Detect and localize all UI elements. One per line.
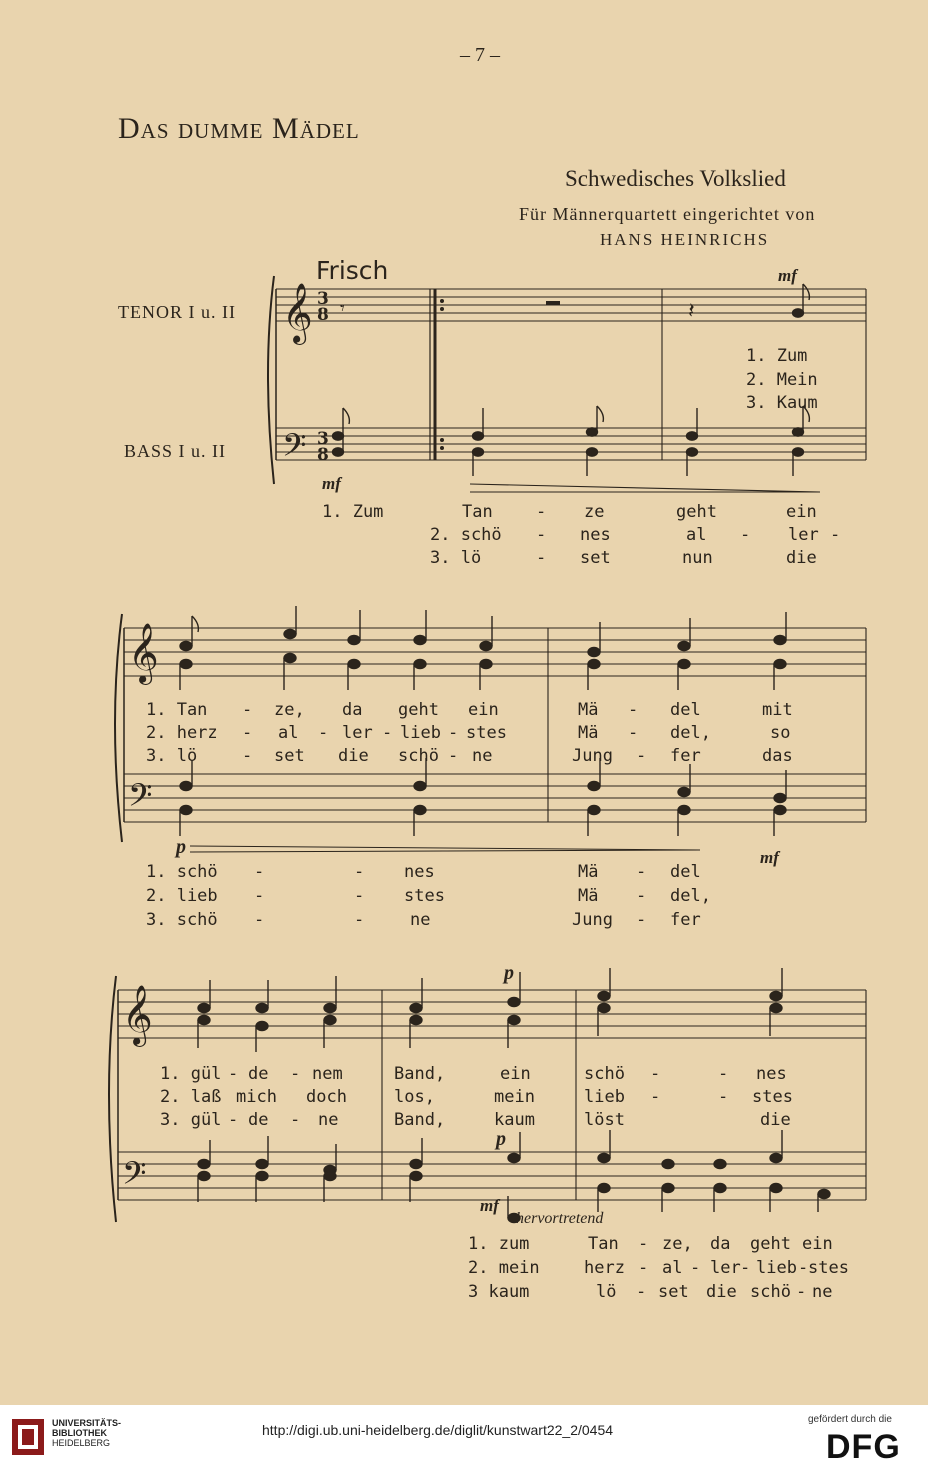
lyric: - xyxy=(628,723,639,743)
lyric: 3. gül xyxy=(160,1110,222,1130)
lyric: - xyxy=(636,910,647,930)
dynamic-mf: mf xyxy=(322,474,341,493)
lyric: - xyxy=(690,1258,701,1278)
lyric: geht xyxy=(398,700,439,720)
lyric: nes xyxy=(580,525,611,545)
lyric: - xyxy=(536,548,547,568)
lyric: - xyxy=(228,1064,239,1084)
lyric: mit xyxy=(762,700,793,720)
lyric: 1. gül xyxy=(160,1064,222,1084)
lyric: del xyxy=(670,700,701,720)
lyric: doch xyxy=(306,1087,347,1107)
svg-text:𝄾: 𝄾 xyxy=(340,298,345,319)
lyric: Mä xyxy=(578,862,599,882)
lyric: die xyxy=(706,1282,737,1302)
lyric: ne xyxy=(410,910,431,930)
source-link[interactable]: http://digi.ub.uni-heidelberg.de/diglit/kunstwart22_2/0454 xyxy=(262,1422,614,1438)
lyric: - xyxy=(254,910,265,930)
lyric: mein xyxy=(494,1087,535,1107)
library-name: UNIVERSITÄTS- BIBLIOTHEK HEIDELBERG xyxy=(52,1418,122,1448)
dynamic-mf: mf xyxy=(480,1196,499,1215)
page-number: – 7 – xyxy=(460,44,500,66)
lyric: löst xyxy=(584,1110,625,1130)
lyric: ne xyxy=(472,746,493,766)
lyric: 1. Zum xyxy=(322,502,384,522)
voice-label-bass: BASS I u. II xyxy=(124,441,227,461)
subtitle: Schwedisches Volkslied xyxy=(565,166,786,191)
lyric: set xyxy=(580,548,611,568)
lyric: - xyxy=(740,1258,751,1278)
lyric: 2. herz xyxy=(146,723,218,743)
dfg-logo: DFG xyxy=(826,1428,901,1466)
lyric: nes xyxy=(404,862,435,882)
lyric: lieb xyxy=(400,723,441,743)
lyric: ein xyxy=(802,1234,833,1254)
lyric: - xyxy=(638,1258,649,1278)
lyric: - xyxy=(636,886,647,906)
lyric: ein xyxy=(468,700,499,720)
lyric: 1. Zum xyxy=(746,346,808,366)
system2-bass-staff xyxy=(124,774,866,822)
lyric: - xyxy=(830,525,841,545)
lyric: - xyxy=(448,746,459,766)
lyric: da xyxy=(710,1234,731,1254)
lyric: schö xyxy=(750,1282,791,1302)
lyric: die xyxy=(760,1110,791,1130)
lyric: - xyxy=(242,700,253,720)
lyric: Mä xyxy=(578,700,599,720)
lyric: de xyxy=(248,1110,269,1130)
lyric: ze, xyxy=(662,1234,693,1254)
lyric: Mä xyxy=(578,886,599,906)
lyric: - xyxy=(636,1282,647,1302)
lyric: - xyxy=(354,910,365,930)
lyric: stes xyxy=(466,723,507,743)
lyric: lieb xyxy=(756,1258,797,1278)
lyric: - xyxy=(798,1258,809,1278)
lyric: Mä xyxy=(578,723,599,743)
lyric: del, xyxy=(670,723,711,743)
lyric: - xyxy=(740,525,751,545)
lyric: Jung xyxy=(572,746,613,766)
lyric: nes xyxy=(756,1064,787,1084)
lyric: ze xyxy=(584,502,605,522)
system1-bass-staff xyxy=(276,428,866,460)
lyric: 3. lö xyxy=(146,746,198,766)
lyric: al xyxy=(686,525,707,545)
lyric: die xyxy=(338,746,369,766)
lyric: - xyxy=(636,862,647,882)
lyric: - xyxy=(242,746,253,766)
lyric: 1. zum xyxy=(468,1234,530,1254)
lyric: Jung xyxy=(572,910,613,930)
lyric: - xyxy=(636,746,647,766)
lyric: - xyxy=(354,862,365,882)
lyric: 2. mein xyxy=(468,1258,540,1278)
lyric: 3. lö xyxy=(430,548,482,568)
lyric: - xyxy=(650,1087,661,1107)
funding-note: gefördert durch die xyxy=(808,1414,892,1425)
lyric: 2. schö xyxy=(430,525,502,545)
lyric: - xyxy=(536,525,547,545)
lyric: - xyxy=(318,723,329,743)
lyric: 1. schö xyxy=(146,862,218,882)
lyric: nem xyxy=(312,1064,343,1084)
treble-clef-icon: 𝄞 xyxy=(128,623,159,683)
lyric: ein xyxy=(500,1064,531,1084)
lyric: ler xyxy=(710,1258,741,1278)
lyric: geht xyxy=(676,502,717,522)
treble-clef-icon: 𝄞 xyxy=(282,283,313,343)
lyric: los, xyxy=(394,1087,435,1107)
lyric: fer xyxy=(670,910,701,930)
viewer-footer xyxy=(0,1405,928,1471)
lyric: stes xyxy=(404,886,445,906)
system3-bass-staff xyxy=(118,1152,866,1200)
lyric: - xyxy=(448,723,459,743)
lyric: schö xyxy=(398,746,439,766)
lyric: geht xyxy=(750,1234,791,1254)
arrangement-line: Für Männerquartett eingerichtet von xyxy=(519,204,816,224)
lyric: stes xyxy=(808,1258,849,1278)
lyric: Tan xyxy=(462,502,493,522)
song-title: Das dumme Mädel xyxy=(118,112,360,145)
lyric: de xyxy=(248,1064,269,1084)
svg-text:8: 8 xyxy=(317,445,329,465)
lyric: Band, xyxy=(394,1064,446,1084)
lyric: da xyxy=(342,700,363,720)
lyric: ne xyxy=(318,1110,339,1130)
bass-clef-icon: 𝄢 xyxy=(128,777,153,821)
lyric: - xyxy=(718,1064,729,1084)
lyric: - xyxy=(254,886,265,906)
lyric: lö xyxy=(596,1282,617,1302)
lyric: del, xyxy=(670,886,711,906)
svg-text:3: 3 xyxy=(317,429,329,449)
svg-text:𝄽: 𝄽 xyxy=(688,299,695,324)
lyric: Band, xyxy=(394,1110,446,1130)
lyric: - xyxy=(228,1110,239,1130)
lyric: al xyxy=(662,1258,683,1278)
voice-label-tenor: TENOR I u. II xyxy=(118,302,236,322)
system3-tenor-staff xyxy=(118,990,866,1038)
lyric: - xyxy=(242,723,253,743)
lyric: fer xyxy=(670,746,701,766)
lyric: herz xyxy=(584,1258,625,1278)
lyric: - xyxy=(638,1234,649,1254)
dynamic-mf: mf xyxy=(778,266,797,285)
lyric: 2. Mein xyxy=(746,370,818,390)
lyric: - xyxy=(290,1064,301,1084)
arranger-name: HANS HEINRICHS xyxy=(600,230,770,249)
svg-text:3: 3 xyxy=(317,289,329,309)
system1-tenor-staff xyxy=(276,289,866,321)
lyric: schö xyxy=(584,1064,625,1084)
lyric: mich xyxy=(236,1087,277,1107)
svg-text:8: 8 xyxy=(317,305,329,325)
lyric: - xyxy=(382,723,393,743)
lyric: lieb xyxy=(584,1087,625,1107)
lyric: 3 kaum xyxy=(468,1282,530,1302)
tempo-marking: Frisch xyxy=(316,256,389,285)
lyric: - xyxy=(354,886,365,906)
lyric: so xyxy=(770,723,791,743)
dynamic-mf: mf xyxy=(760,848,779,867)
lyric: 2. laß xyxy=(160,1087,222,1107)
lyric: ne xyxy=(812,1282,833,1302)
university-seal-icon xyxy=(10,1417,46,1457)
lyric: ler xyxy=(788,525,819,545)
treble-clef-icon: 𝄞 xyxy=(122,985,153,1045)
lyric: die xyxy=(786,548,817,568)
lyric: kaum xyxy=(494,1110,535,1130)
lyric: - xyxy=(290,1110,301,1130)
lyric: set xyxy=(658,1282,689,1302)
lyric: 3. schö xyxy=(146,910,218,930)
lyric: - xyxy=(536,502,547,522)
dynamic-p: p xyxy=(496,1128,506,1150)
lyric: stes xyxy=(752,1087,793,1107)
lyric: ein xyxy=(786,502,817,522)
bass-clef-icon: 𝄢 xyxy=(282,427,307,471)
lyric: - xyxy=(254,862,265,882)
lyric: Tan xyxy=(588,1234,619,1254)
bass-clef-icon: 𝄢 xyxy=(122,1155,147,1199)
lyric: - xyxy=(796,1282,807,1302)
lyric: 3. Kaum xyxy=(746,393,818,413)
system2-tenor-staff xyxy=(124,628,866,676)
dynamic-p: p xyxy=(504,962,514,984)
lyric: das xyxy=(762,746,793,766)
lyric: - xyxy=(650,1064,661,1084)
lyric: set xyxy=(274,746,305,766)
lyric: nun xyxy=(682,548,713,568)
lyric: - xyxy=(718,1087,729,1107)
expression-mark: hervortretend xyxy=(516,1210,604,1227)
lyric: - xyxy=(628,700,639,720)
lyric: 1. Tan xyxy=(146,700,208,720)
lyric: ler xyxy=(342,723,373,743)
lyric: al xyxy=(278,723,299,743)
lyric: del xyxy=(670,862,701,882)
lyric: 2. lieb xyxy=(146,886,218,906)
lyric: ze, xyxy=(274,700,305,720)
dynamic-p: p xyxy=(176,836,186,858)
